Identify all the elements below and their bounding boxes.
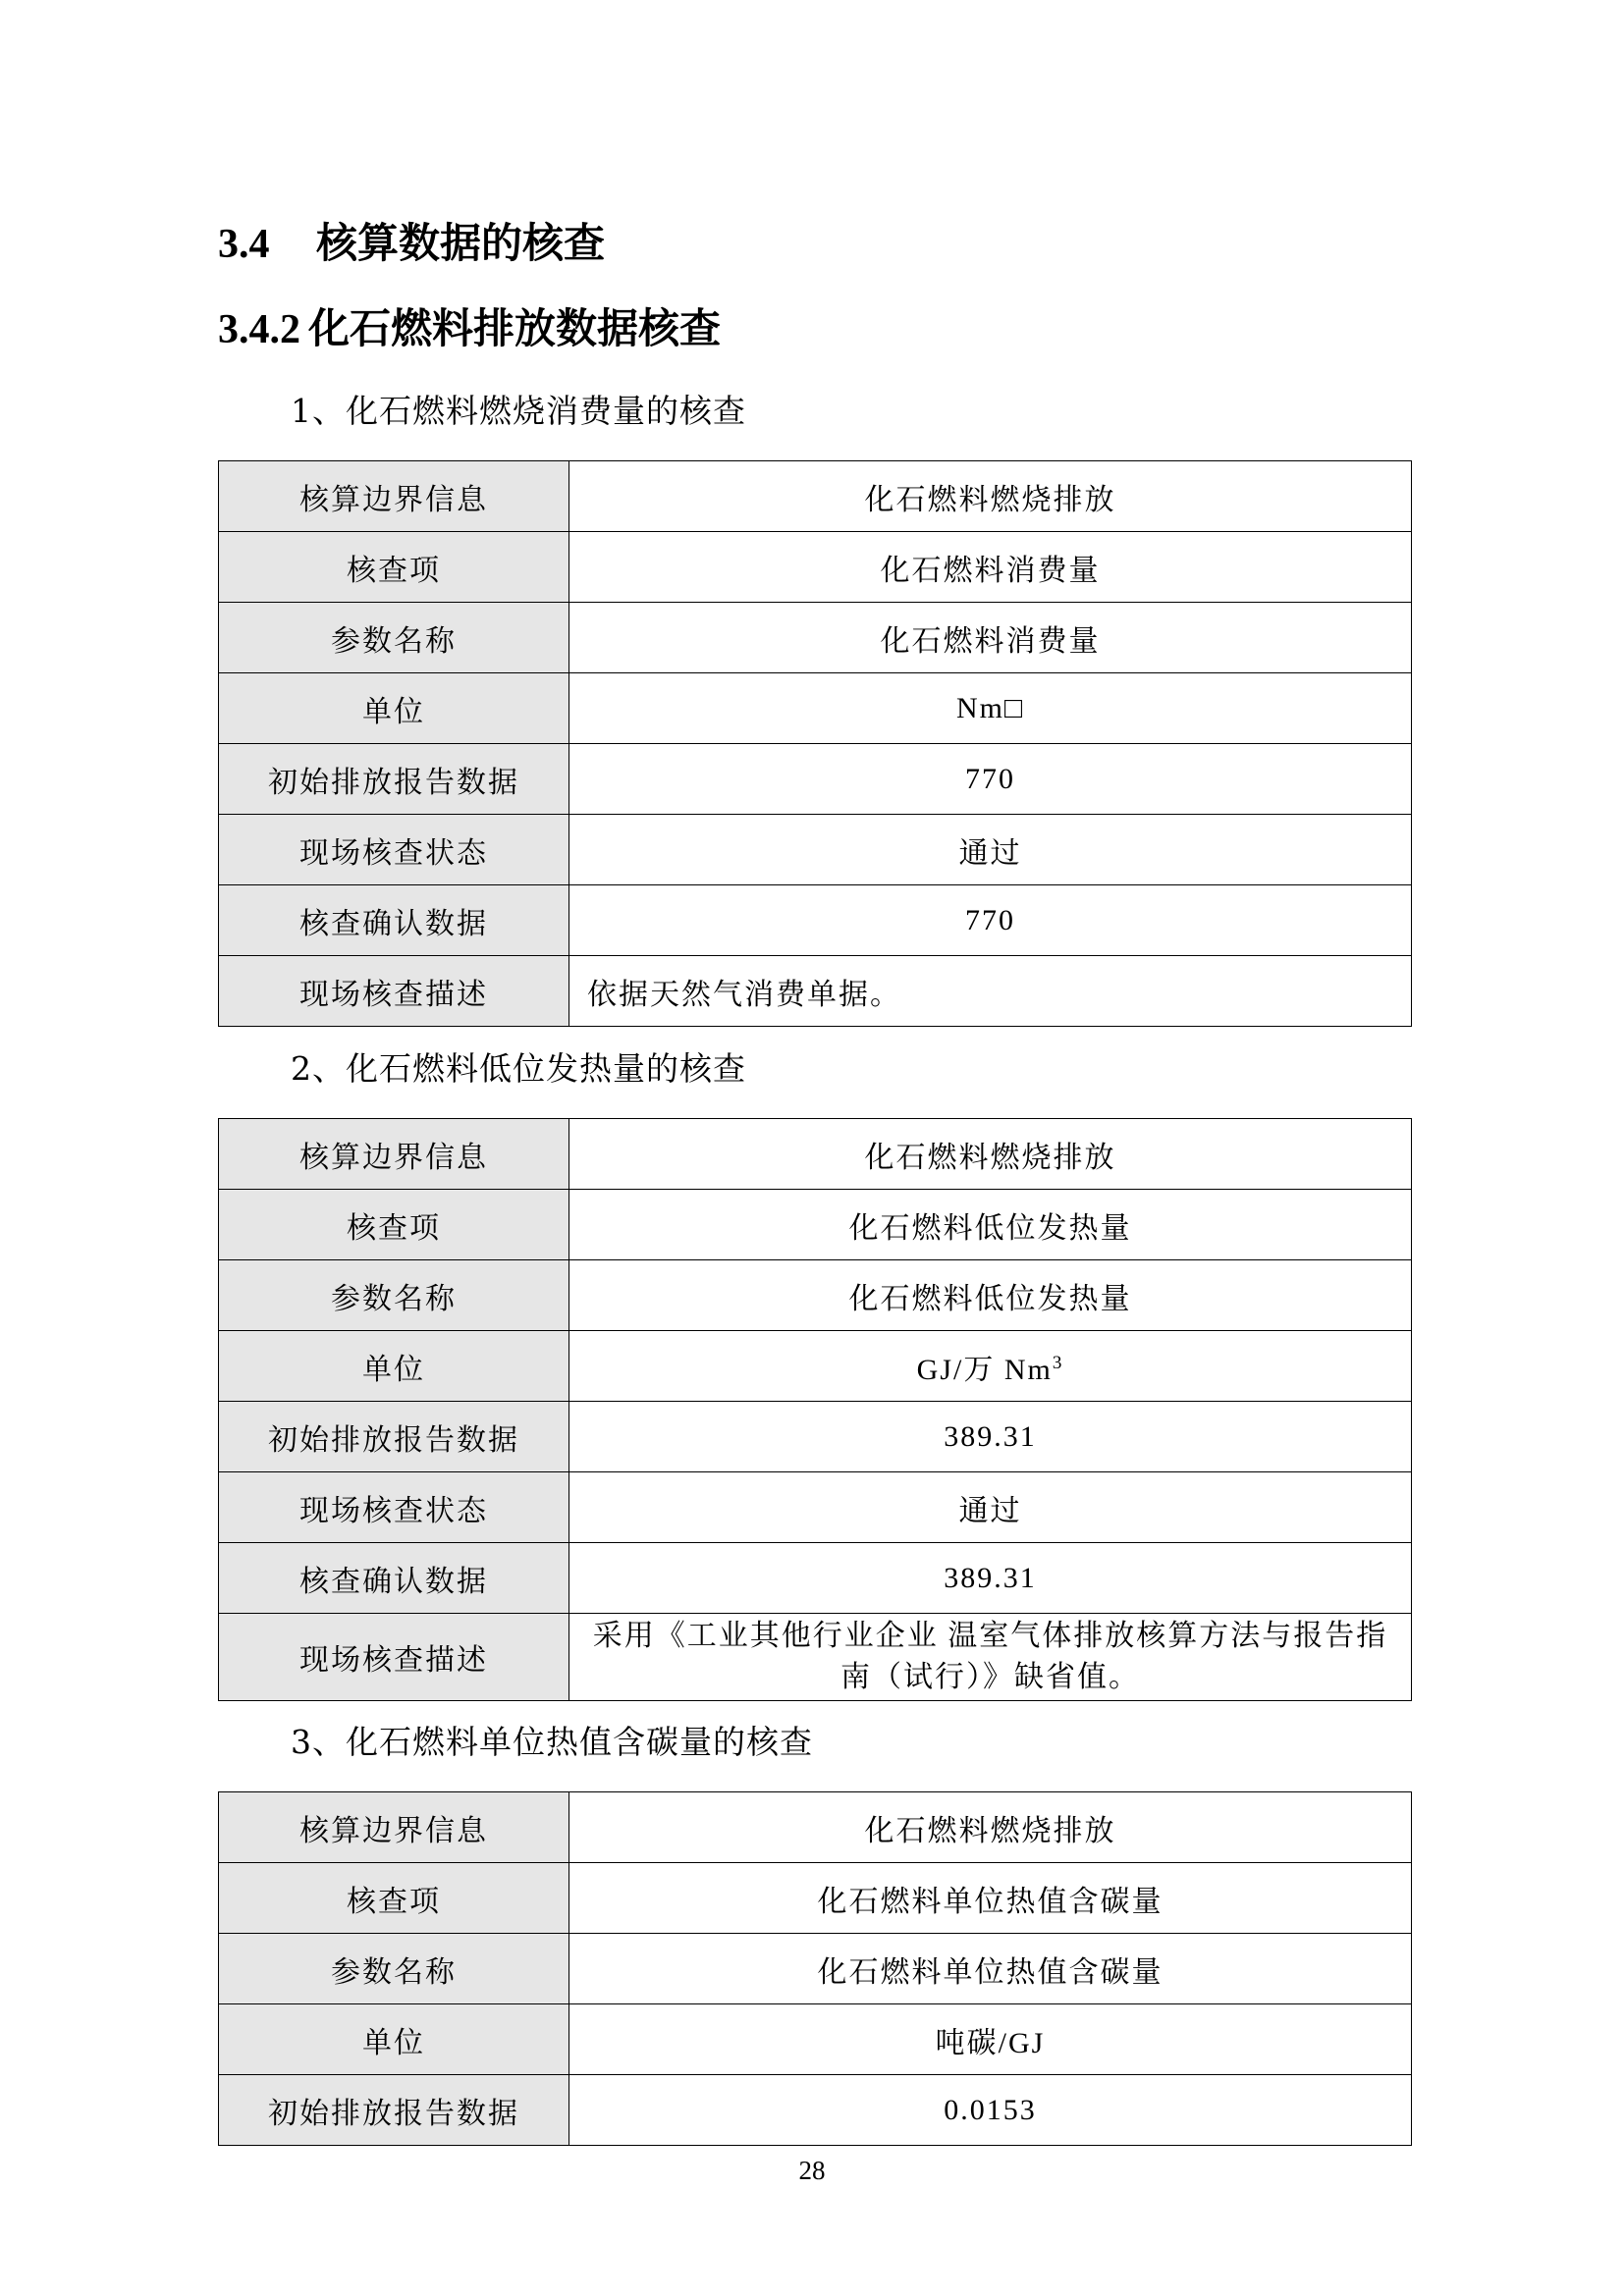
row-label: 核查确认数据 (219, 885, 569, 956)
table-row (219, 1260, 1412, 1331)
table-2-caption: 2、化石燃料低位发热量的核查 (291, 1049, 746, 1088)
row-label: 核算边界信息 (219, 461, 569, 532)
row-value: 770 (569, 744, 1412, 815)
row-value: 化石燃料单位热值含碳量 (569, 1863, 1412, 1934)
row-value: 770 (569, 885, 1412, 956)
subsection-heading (218, 296, 721, 361)
row-label: 核查确认数据 (219, 1543, 569, 1614)
fuel-consumption-table (218, 460, 1412, 1027)
unit-superscript: 3 (1052, 1352, 1064, 1373)
table-row (219, 532, 1412, 603)
row-value: 389.31 (569, 1402, 1412, 1472)
row-label: 参数名称 (219, 603, 569, 673)
table-row (219, 815, 1412, 885)
row-label: 核查项 (219, 1863, 569, 1934)
subsection-number: 3.4.2 (218, 307, 300, 352)
table-row (219, 1331, 1412, 1402)
row-label: 单位 (219, 673, 569, 744)
table-row (219, 461, 1412, 532)
row-label: 核查项 (219, 1190, 569, 1260)
row-value: 化石燃料消费量 (569, 532, 1412, 603)
calorific-value-table (218, 1118, 1412, 1701)
row-value: 化石燃料燃烧排放 (569, 1792, 1412, 1863)
row-label: 现场核查状态 (219, 1472, 569, 1543)
table-1-caption: 1、化石燃料燃烧消费量的核查 (291, 392, 746, 430)
row-label: 核算边界信息 (219, 1119, 569, 1190)
row-label: 单位 (219, 2004, 569, 2075)
row-label: 现场核查状态 (219, 815, 569, 885)
row-value: 389.31 (569, 1543, 1412, 1614)
row-value: 采用《工业其他行业企业 温室气体排放核算方法与报告指南（试行）》缺省值。 (569, 1614, 1412, 1701)
row-label: 现场核查描述 (219, 956, 569, 1027)
row-label: 单位 (219, 1331, 569, 1402)
table-row (219, 2004, 1412, 2075)
table-row (219, 1863, 1412, 1934)
row-value: Nm□ (569, 673, 1412, 744)
table-row (219, 1543, 1412, 1614)
row-label: 核查项 (219, 532, 569, 603)
row-value: 化石燃料燃烧排放 (569, 1119, 1412, 1190)
table-row (219, 603, 1412, 673)
row-value: 依据天然气消费单据。 (569, 956, 1412, 1027)
unit-text: GJ/万 Nm (916, 1353, 1053, 1386)
table-row (219, 1119, 1412, 1190)
table-3-caption: 3、化石燃料单位热值含碳量的核查 (291, 1723, 813, 1761)
row-value: 化石燃料低位发热量 (569, 1190, 1412, 1260)
row-value: 0.0153 (569, 2075, 1412, 2146)
row-label: 初始排放报告数据 (219, 744, 569, 815)
table-row (219, 956, 1412, 1027)
section-title: 核算数据的核查 (316, 219, 606, 267)
table-row (219, 1792, 1412, 1863)
table-row (219, 1402, 1412, 1472)
table-row (219, 2075, 1412, 2146)
page-number: 28 (798, 2156, 826, 2185)
row-value: 化石燃料低位发热量 (569, 1260, 1412, 1331)
row-label: 初始排放报告数据 (219, 2075, 569, 2146)
row-label: 现场核查描述 (219, 1614, 569, 1701)
section-number: 3.4 (218, 222, 270, 267)
table-row (219, 1190, 1412, 1260)
row-value: 化石燃料燃烧排放 (569, 461, 1412, 532)
row-label: 初始排放报告数据 (219, 1402, 569, 1472)
table-row (219, 1934, 1412, 2004)
table-row (219, 744, 1412, 815)
row-label: 参数名称 (219, 1934, 569, 2004)
subsection-title: 化石燃料排放数据核查 (308, 304, 722, 352)
table-row (219, 1614, 1412, 1701)
table-row (219, 1472, 1412, 1543)
table-row (219, 885, 1412, 956)
table-row (219, 673, 1412, 744)
row-value: 通过 (569, 1472, 1412, 1543)
row-value: 化石燃料消费量 (569, 603, 1412, 673)
carbon-content-table (218, 1791, 1412, 2146)
row-label: 参数名称 (219, 1260, 569, 1331)
row-value (569, 1331, 1412, 1402)
section-heading (218, 211, 605, 276)
row-value: 化石燃料单位热值含碳量 (569, 1934, 1412, 2004)
row-value: 吨碳/GJ (569, 2004, 1412, 2075)
row-label: 核算边界信息 (219, 1792, 569, 1863)
row-value: 通过 (569, 815, 1412, 885)
